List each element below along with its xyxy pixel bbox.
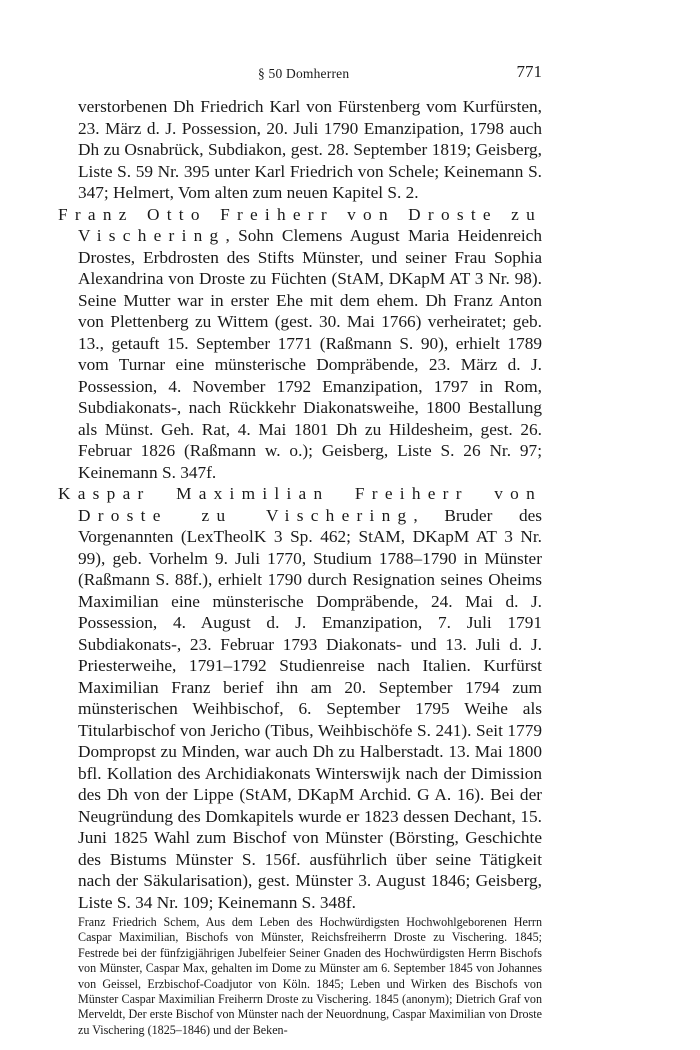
entry-franz-otto — [58, 204, 542, 484]
entry-name: Franz Otto Freiherr von Droste zu Vischering — [58, 204, 542, 245]
entry-name: Kaspar Maximilian Freiherr von Droste zu Vischering — [58, 484, 542, 525]
entry-kaspar-maximilian — [58, 483, 542, 913]
running-header — [58, 60, 542, 86]
entry-text: , Sohn Clemens August Maria Heidenreich Drostes, Erbdrosten des Stifts Münster, und seiner Frau Sophia Alexandrina von Droste zu Füchten (StAM, DKapM AT 3 Nr. 98). Seine Mutter war in erster Ehe mit dem ehem. Dh Franz Anton von Plettenberg zu Wittem (gest. 30. Mai 1766) verheiratet; geb. 13., getauft 15. September 1771 (Raßmann S. 90), erhielt 1789 vom Turnar eine münsterische Dompräbende, 23. März d. J. Possession, 4. November 1792 Emanzipation, 1797 in Rom, Subdiakonats-, nach Rückkehr Diakonatsweihe, 1800 Bestallung als Münst. Geh. Rat, 4. Mai 1801 Dh zu Hildesheim, gest. 26. Februar 1826 (Raßmann w. o.); Geisberg, Liste S. 26 Nr. 97; Keinemann S. 347f. — [78, 226, 542, 482]
main-text — [58, 96, 542, 1050]
page-number: 771 — [516, 62, 542, 81]
entry-text: , Bruder des Vorgenannten (LexTheolK 3 Sp. 462; StAM, DKapM AT 3 Nr. 99), geb. Vorhelm 9. Juli 1770, Studium 1788–1790 in Münster (Raßmann S. 88f.), erhielt 1790 durch Resignation seines Oheims Maximilian eine münsterische Dompräbende, 24. Mai d. J. Possession, 4. August d. J. Emanzipation, 7. Juli 1791 Subdiakonats-, 23. Februar 1793 Diakonats- und 13. Juli d. J. Priesterweihe, 1791–1792 Studienreise nach Italien. Kurfürst Maximilian Franz berief ihn am 20. September 1794 zum münsterischen Weihbischof, 6. September 1795 Weihe als Titularbischof von Jericho (Tibus, Weihbischöfe S. 241). Seit 1779 Dompropst zu Minden, war auch Dh zu Halberstadt. 13. Mai 1800 bfl. Kollation des Archidiakonats Winterswijk nach der Dimission des Dh von der Lippe (StAM, DKapM Archid. G A. 16). Bei der Neugründung des Domkapitels wurde er 1823 dessen Dechant, 15. Juni 1825 Wahl zum Bischof von Münster (Börsting, Geschichte des Bistums Münster S. 156f. ausführlich über seine Tätigkeit nach der Säkularisation), gest. Münster 3. August 1846; Geisberg, Liste S. 34 Nr. 109; Keinemann S. 348f. — [78, 505, 542, 912]
continuation-paragraph: verstorbenen Dh Friedrich Karl von Fürstenberg vom Kurfürsten, 23. März d. J. Possession, 20. Juli 1790 Emanzipation, 1798 auch Dh zu Osnabrück, Subdiakon, gest. 28. September 1819; Geisberg, Liste S. 59 Nr. 395 unter Karl Friedrich von Schele; Keinemann S. 347; Helmert, Vom alten zum neuen Kapitel S. 2. — [78, 97, 542, 202]
section-title: § 50 Domherren — [258, 66, 350, 81]
bibliography-note: Franz Friedrich Schem, Aus dem Leben des Hochwürdigsten Hochwohlgeborenen Herrn Caspar Maximilian, Bischofs von Münster, Reichsfreiherrn Droste zu Vischering. 1845; Festrede bei der fünfzigjährigen Jubelfeier Seiner Gnaden des Hochwürdigsten Herrn Bischofs von Münster, Caspar Max, gehalten im Dome zu Münster am 6. September 1845 von Johannes von Geissel, Erzbischof-Coadjutor von Köln. 1845; Leben und Wirken des Bischofs von Münster Caspar Maximilian Freiherrn Droste zu Vischering. 1845 (anonym); Dietrich Graf von Merveldt, Der erste Bischof von Münster nach der Neuordnung, Caspar Maximilian von Droste zu Vischering (1825–1846) und der Beken- — [78, 915, 542, 1037]
